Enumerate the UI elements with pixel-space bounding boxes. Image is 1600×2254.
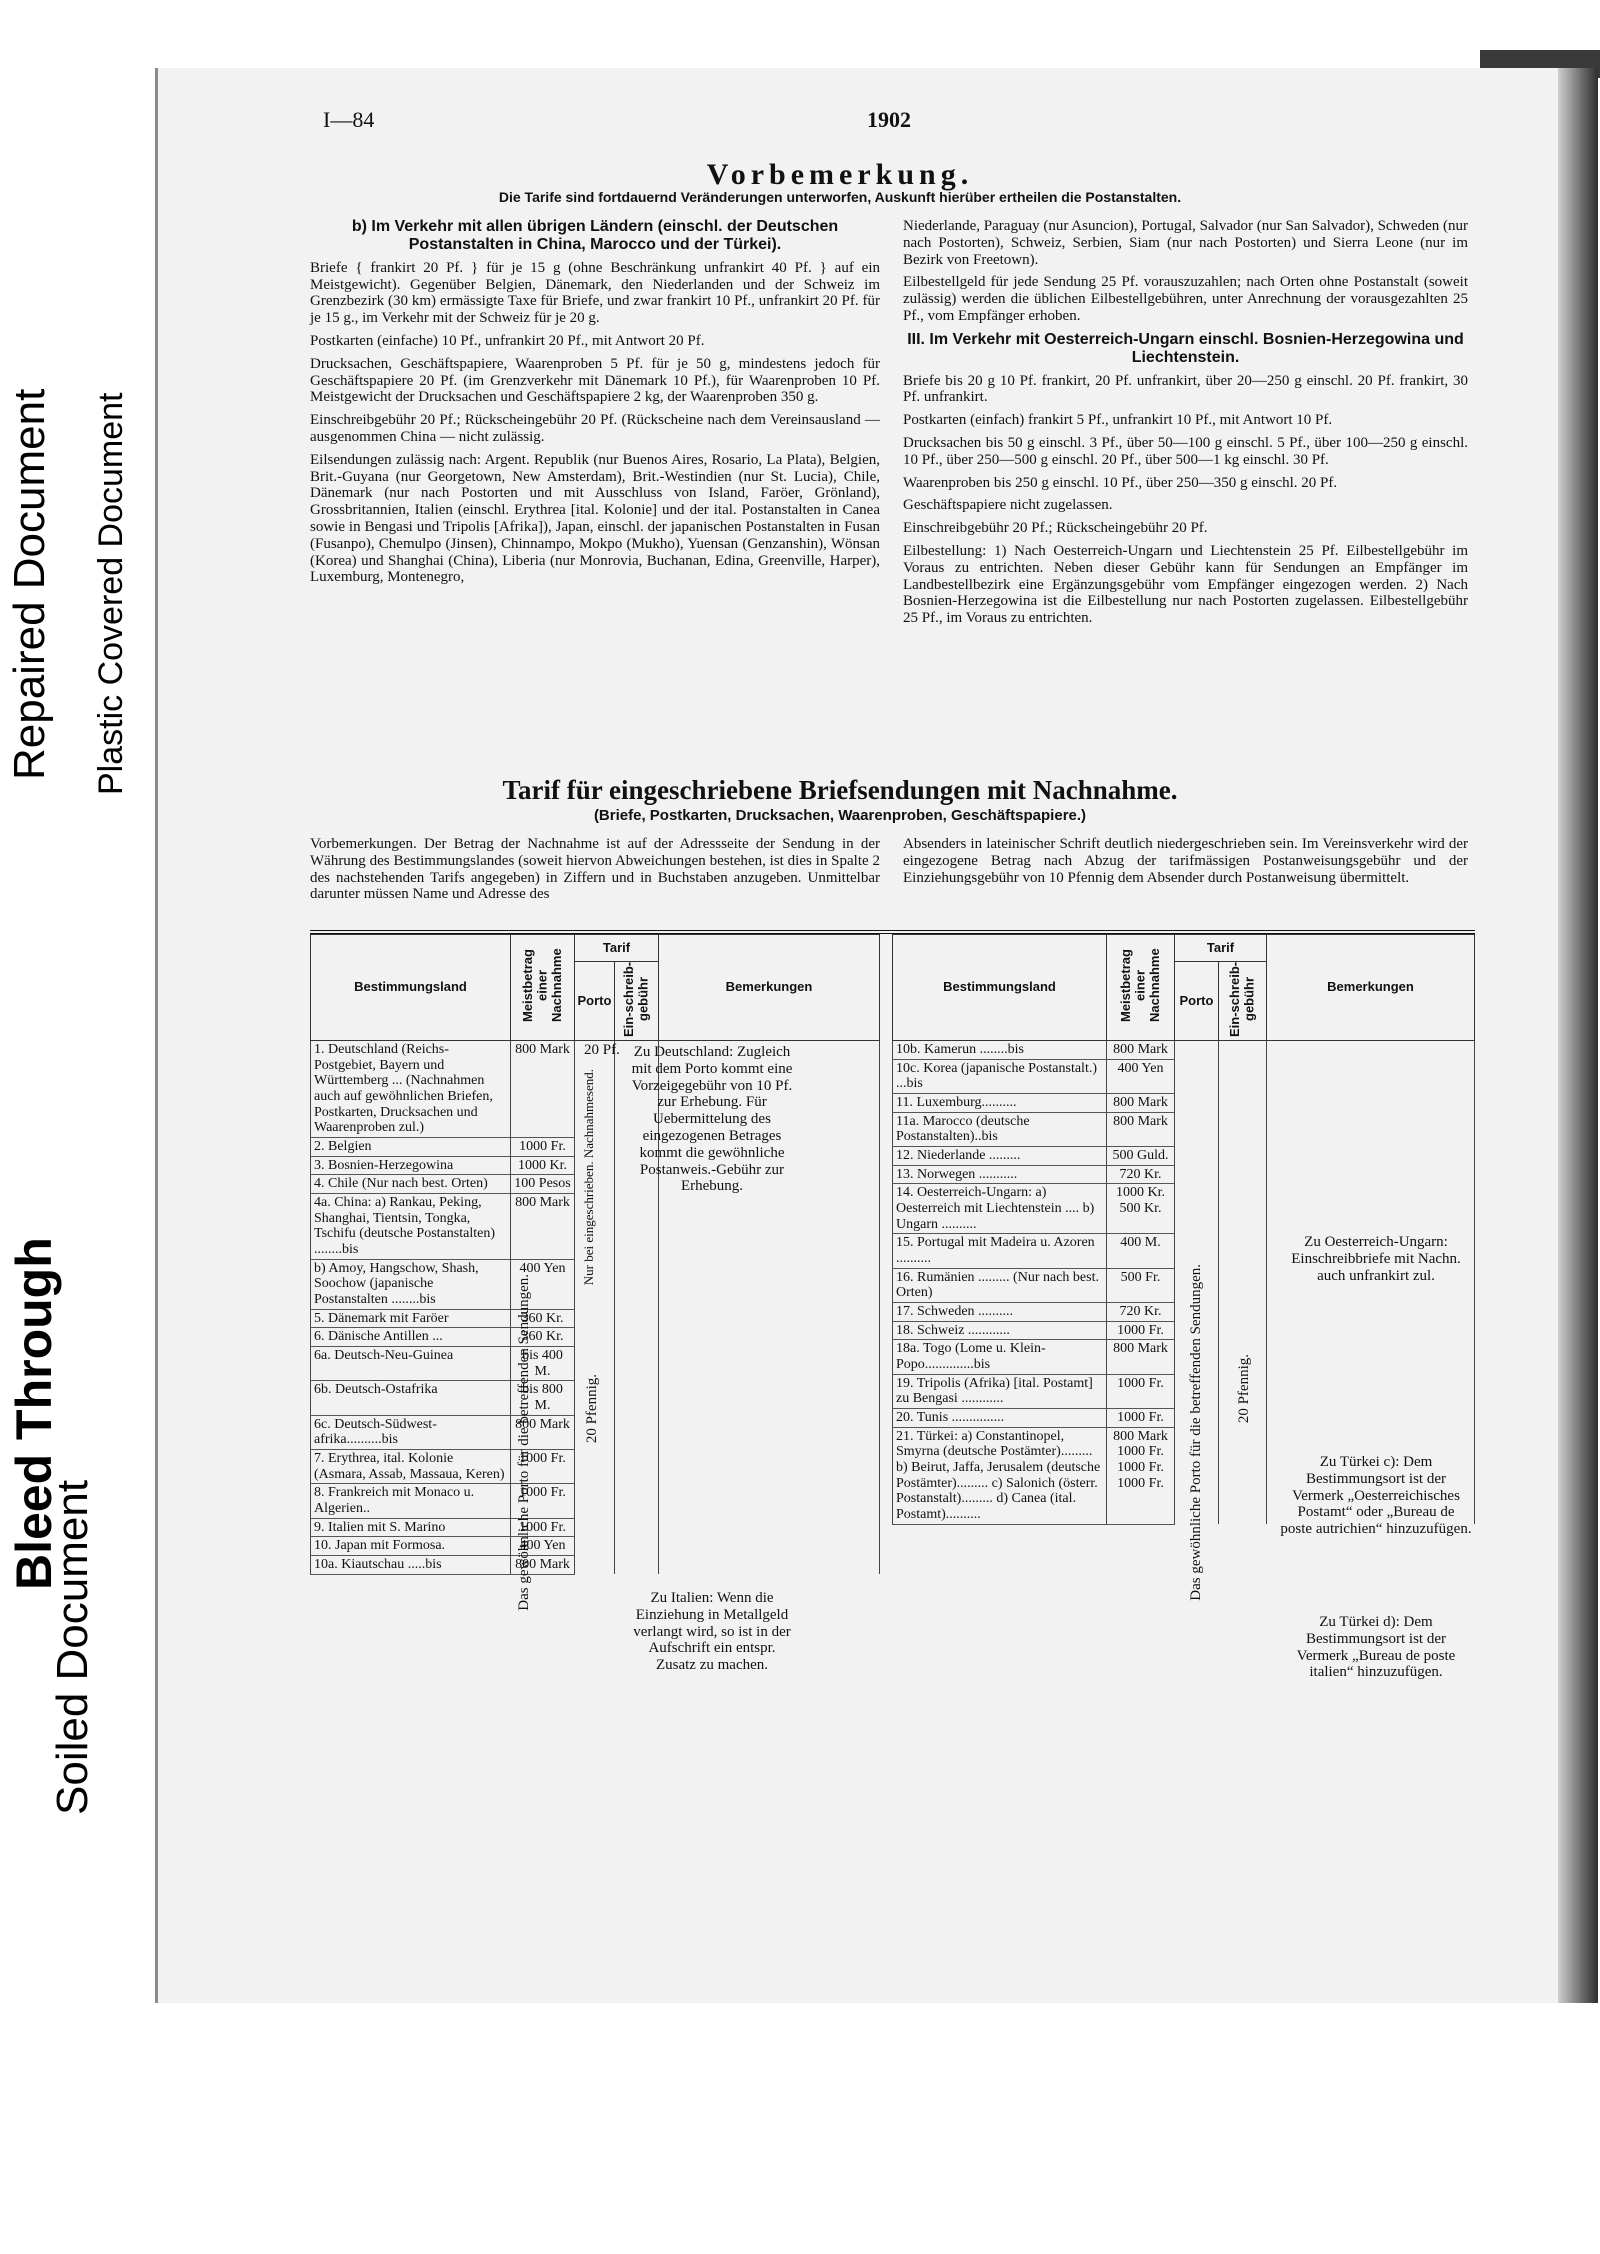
destination-cell: 4a. China: a) Rankau, Peking, Shanghai, Tientsin, Tongka, Tschifu (deutsche Postanstalten) ........bis — [311, 1194, 511, 1260]
oe-geschaeftspapiere-paragraph: Geschäftspapiere nicht zugelassen. — [903, 497, 1113, 514]
destination-cell: 6b. Deutsch-Ostafrika — [311, 1381, 511, 1415]
page-number: I—84 — [323, 107, 375, 132]
einschreib-paragraph: Einschreibgebühr 20 Pf.; Rückscheingebühr 20 Pf. (Rückscheine nach dem Vereinsausland — ausgenommen China — nicht zulässig. — [310, 412, 880, 445]
empty-cell — [575, 1556, 615, 1575]
table-row — [311, 1309, 880, 1328]
empty-cell — [659, 1484, 880, 1518]
header-bemerkungen: Bemerkungen — [659, 935, 880, 1041]
empty-cell — [1219, 1094, 1267, 1113]
max-amount-cell: 800 Mark 1000 Fr. 1000 Fr. 1000 Fr. — [1107, 1427, 1175, 1524]
table-row — [893, 1041, 1475, 1060]
header-bemerkungen-r: Bemerkungen — [1267, 935, 1475, 1041]
empty-cell — [659, 1450, 880, 1484]
empty-cell — [1219, 1165, 1267, 1184]
header-meistbetrag-r: Meistbetrag einer Nachnahme — [1107, 935, 1175, 1041]
empty-cell — [615, 1484, 659, 1518]
destination-cell: 2. Belgien — [311, 1138, 511, 1157]
max-amount-cell: 800 Mark — [511, 1415, 575, 1449]
empty-cell — [615, 1381, 659, 1415]
table-row — [893, 1059, 1475, 1093]
empty-cell — [1267, 1340, 1475, 1374]
empty-cell — [1219, 1427, 1267, 1524]
max-amount-cell: 400 Yen — [511, 1537, 575, 1556]
max-amount-cell: 1000 Fr. — [1107, 1374, 1175, 1408]
max-amount-cell: 100 Pesos — [511, 1175, 575, 1194]
max-amount-cell: 1000 Kr. — [511, 1156, 575, 1175]
empty-cell — [1267, 1059, 1475, 1093]
label-soiled-document: Soiled Document — [48, 1479, 97, 1815]
right-ein-vertical: 20 Pfennig. — [1236, 1354, 1252, 1424]
eilbestellgeld-paragraph: Eilbestellgeld für jede Sendung 25 Pf. vorauszuzahlen; nach Orten ohne Postanstalt (soweit zulässig) werden die üblichen Eilbestellgebühren, unter Anrechnung der vorausgezahlten 25 Pf., vom Empfänger erhoben. — [903, 274, 1468, 324]
max-amount-cell: 400 Yen — [511, 1259, 575, 1309]
destination-cell: 21. Türkei: a) Constantinopel, Smyrna (deutsche Postämter)......... b) Beirut, Jaffa, Jerusalem (deutsche Postämter)......... c) Salonich (österr. Postanstalt)......... d) Canea (ital. Postamt).......... — [893, 1427, 1107, 1524]
empty-cell — [1175, 1094, 1219, 1113]
tarif-table — [310, 930, 1475, 2254]
empty-cell — [575, 1328, 615, 1347]
eilsendungen-paragraph: Eilsendungen zulässig nach: Argent. Republik (nur Buenos Aires, Rosario, La Plata), Belgien, Brit.-Guyana (nur Georgetown, New Amsterdam), Brit.-Westindien (nur St. Lucia), Chile, Dänemark (nur nach Postorten und mit Ausschluss von Island, Faröer, Grönland), Grossbritannien, Italien (einschl. Erythrea [ital. Kolonie] und der ital. Postanstalten in Canea sowie in Bengasi und Tripolis [Afrika]), Japan, einschl. der japanischen Postanstalten in Fusan (Fusanpo), Chemulpo (Jinsen), Chinnampo, Mokpo (Mukho), Yuensan (Genzanshin), Wönsan (Korea) und Shanghai (China), Liberia (nur Monrovia, Buchanan, Edina, Greenville, Harper), Luxemburg, Montenegro, — [310, 451, 880, 586]
max-amount-cell: 800 Mark — [1107, 1112, 1175, 1146]
empty-cell — [575, 1450, 615, 1484]
max-amount-cell: 800 Mark — [511, 1556, 575, 1575]
empty-cell — [659, 1537, 880, 1556]
tarif-table-right-grid — [892, 934, 1475, 1525]
table-row — [311, 1484, 880, 1518]
destination-cell: 11a. Marocco (deutsche Postanstalten)..bis — [893, 1112, 1107, 1146]
empty-cell — [615, 1415, 659, 1449]
header-bestimmungsland: Bestimmungsland — [311, 935, 511, 1041]
header-tarif: Tarif — [575, 935, 659, 962]
right-remark-tuerkei-d: Zu Türkei d): Dem Bestimmungsort ist der Vermerk „Bureau de poste italien“ hinzuzufügen. — [1296, 1614, 1456, 1681]
empty-cell — [1175, 1147, 1219, 1166]
empty-cell — [659, 1309, 880, 1328]
table-row — [893, 1094, 1475, 1113]
tarif-note-left: Vorbemerkungen. Der Betrag der Nachnahme ist auf der Adressseite der Sendung in der Währung des Bestimmungslandes (soweit hiervon Abweichungen bestehen, ist dies in Spalte 2 des nachstehenden Tarifs angegeben) in Ziffern und in Buchstaben anzugeben. Unmittelbar darunter müssen Name und Adresse des — [310, 836, 880, 903]
right-porto-vertical: Das gewöhnliche Porto für die betreffenden Sendungen. — [1188, 1264, 1204, 1601]
empty-cell — [659, 1347, 880, 1381]
destination-cell: 3. Bosnien-Herzegowina — [311, 1156, 511, 1175]
empty-cell — [615, 1194, 659, 1260]
destination-cell: 17. Schweden .......... — [893, 1303, 1107, 1322]
max-amount-cell: 1000 Fr. — [511, 1450, 575, 1484]
empty-cell — [1267, 1409, 1475, 1428]
side-labels — [0, 300, 170, 1820]
empty-cell — [1267, 1303, 1475, 1322]
left-remark-italien: Zu Italien: Wenn die Einziehung in Metallgeld verlangt wird, so ist in der Aufschrift ein entspr. Zusatz zu machen. — [633, 1590, 791, 1674]
table-row — [893, 1165, 1475, 1184]
empty-cell — [659, 1518, 880, 1537]
empty-cell — [1267, 1147, 1475, 1166]
header-porto: Porto — [575, 962, 615, 1041]
max-amount-cell: 720 Kr. — [1107, 1303, 1175, 1322]
max-amount-cell: 800 Mark — [511, 1194, 575, 1260]
header-einschreibgebuehr-r: Ein-schreib-gebühr — [1219, 962, 1267, 1041]
table-row — [893, 1409, 1475, 1428]
max-amount-cell: 1000 Kr. 500 Kr. — [1107, 1184, 1175, 1234]
table-row — [311, 1518, 880, 1537]
eil-continued-paragraph: Niederlande, Paraguay (nur Asuncion), Portugal, Salvador (nur San Salvador), Schweden (nur nach Postorten), Schweiz, Serbien, Siam (nur nach Postorten) und Sierra Leone (nur im Bezirk von Freetown). — [903, 218, 1468, 268]
header-porto-r: Porto — [1175, 962, 1219, 1041]
destination-cell: 15. Portugal mit Madeira u. Azoren .......... — [893, 1234, 1107, 1268]
empty-cell — [1175, 1184, 1219, 1234]
tarif-table-left — [310, 934, 880, 2244]
empty-cell — [1219, 1059, 1267, 1093]
empty-cell — [1267, 1165, 1475, 1184]
empty-cell — [1219, 1184, 1267, 1234]
empty-cell — [659, 1194, 880, 1260]
empty-cell — [1219, 1268, 1267, 1302]
max-amount-cell: 1000 Fr. — [1107, 1321, 1175, 1340]
empty-cell — [659, 1328, 880, 1347]
oe-waarenproben-paragraph: Waarenproben bis 250 g einschl. 10 Pf., über 250—350 g einschl. 20 Pf. — [903, 474, 1338, 491]
empty-cell — [615, 1556, 659, 1575]
empty-cell — [575, 1518, 615, 1537]
max-amount-cell: 360 Kr. — [511, 1309, 575, 1328]
briefe-paragraph: Briefe { frankirt 20 Pf. } für je 15 g (ohne Beschränkung unfrankirt 40 Pf. } auf ein Meistgewicht). Gegenüber Belgien, Dänemark, den Niederlanden und der Schweiz im Grenzbezirk (30 km) ermässigte Taxe für Briefe, und zwar frankirt 10 Pf., unfrankirt 20 Pf. für je 15 g., im Verkehr mit der Schweiz für je 20 g. — [310, 259, 880, 327]
max-amount-cell: 500 Guld. — [1107, 1147, 1175, 1166]
max-amount-cell: 400 M. — [1107, 1234, 1175, 1268]
empty-cell — [1219, 1321, 1267, 1340]
table-row — [311, 1537, 880, 1556]
destination-cell: 19. Tripolis (Afrika) [ital. Postamt] zu Bengasi ............ — [893, 1374, 1107, 1408]
max-amount-cell: 800 Mark — [511, 1041, 575, 1138]
left-remark-deutschland: Zu Deutschland: Zugleich mit dem Porto kommt eine Vorzeigegebühr von 10 Pf. zur Erhebung. Für Uebermittelung des eingezogenen Betrages kommt die gewöhnliche Postanweis.-Gebühr zur Erhebung. — [631, 1044, 793, 1195]
max-amount-cell: 1000 Fr. — [1107, 1409, 1175, 1428]
left-ein-top: 20 Pf. — [584, 1042, 620, 1058]
left-column — [310, 218, 880, 592]
max-amount-cell: 1000 Fr. — [511, 1518, 575, 1537]
destination-cell: 18. Schweiz ............ — [893, 1321, 1107, 1340]
table-row — [311, 1556, 880, 1575]
max-amount-cell: bis 800 M. — [511, 1381, 575, 1415]
right-column — [903, 218, 1468, 633]
header-tarif-r: Tarif — [1175, 935, 1267, 962]
max-amount-cell: 1000 Fr. — [511, 1138, 575, 1157]
empty-cell — [659, 1381, 880, 1415]
destination-cell: 6a. Deutsch-Neu-Guinea — [311, 1347, 511, 1381]
postkarten-paragraph: Postkarten (einfache) 10 Pf., unfrankirt 20 Pf., mit Antwort 20 Pf. — [310, 333, 705, 349]
header-bestimmungsland-r: Bestimmungsland — [893, 935, 1107, 1041]
empty-cell — [1175, 1112, 1219, 1146]
left-ein-vertical-2: 20 Pfennig. — [584, 1374, 600, 1444]
empty-cell — [615, 1450, 659, 1484]
right-remark-oesterreich: Zu Oesterreich-Ungarn: Einschreibbriefe mit Nachn. auch unfrankirt zul. — [1291, 1234, 1461, 1284]
empty-cell — [1219, 1234, 1267, 1268]
destination-cell: 16. Rumänien ......... (Nur nach best. Orten) — [893, 1268, 1107, 1302]
header-meistbetrag: Meistbetrag einer Nachnahme — [511, 935, 575, 1041]
table-row — [893, 1303, 1475, 1322]
destination-cell: 4. Chile (Nur nach best. Orten) — [311, 1175, 511, 1194]
destination-cell: 6. Dänische Antillen ... — [311, 1328, 511, 1347]
max-amount-cell: 400 Yen — [1107, 1059, 1175, 1093]
max-amount-cell: 800 Mark — [1107, 1041, 1175, 1060]
oe-einschreib-paragraph: Einschreibgebühr 20 Pf.; Rückscheingebühr 20 Pf. — [903, 520, 1208, 537]
year: 1902 — [867, 107, 911, 132]
destination-cell: 14. Oesterreich-Ungarn: a) Oesterreich mit Liechtenstein .... b) Ungarn .......... — [893, 1184, 1107, 1234]
empty-cell — [659, 1415, 880, 1449]
empty-cell — [615, 1309, 659, 1328]
empty-cell — [1267, 1184, 1475, 1234]
table-row — [893, 1321, 1475, 1340]
section-b-heading: b) Im Verkehr mit allen übrigen Ländern (einschl. der Deutschen Postanstalten in China, Marocco und der Türkei). — [351, 218, 839, 253]
label-bleed-through: Bleed Through — [6, 1237, 62, 1590]
empty-cell — [659, 1259, 880, 1309]
section-iii-heading: III. Im Verkehr mit Oesterreich-Ungarn einschl. Bosnien-Herzegowina und Liechtenstein. — [907, 330, 1464, 366]
table-row — [893, 1184, 1475, 1234]
table-row — [893, 1340, 1475, 1374]
max-amount-cell: 1000 Fr. — [511, 1484, 575, 1518]
max-amount-cell: 800 Mark — [1107, 1340, 1175, 1374]
tarif-subtitle: (Briefe, Postkarten, Drucksachen, Waarenproben, Geschäftspapiere.) — [593, 807, 1087, 824]
oe-briefe-paragraph: Briefe bis 20 g 10 Pf. frankirt, 20 Pf. unfrankirt, über 20—250 g einschl. 20 Pf. frankirt, 30 Pf. unfrankirt. — [903, 372, 1468, 406]
destination-cell: 11. Luxemburg.......... — [893, 1094, 1107, 1113]
destination-cell: 18a. Togo (Lome u. Klein-Popo..............bis — [893, 1340, 1107, 1374]
max-amount-cell: 360 Kr. — [511, 1328, 575, 1347]
label-plastic-covered-document: Plastic Covered Document — [92, 392, 130, 795]
right-remark-tuerkei-c: Zu Türkei c): Dem Bestimmungsort ist der Vermerk „Oesterreichisches Postamt“ oder „Bureau de poste autrichien“ hinzuzufügen. — [1280, 1454, 1472, 1538]
empty-cell — [615, 1518, 659, 1537]
destination-cell: 13. Norwegen ........... — [893, 1165, 1107, 1184]
empty-cell — [1219, 1303, 1267, 1322]
empty-cell — [659, 1556, 880, 1575]
destination-cell: 10c. Korea (japanische Postanstalt.) ...bis — [893, 1059, 1107, 1093]
page-title: Vorbemerkung. — [706, 158, 974, 191]
empty-cell — [615, 1259, 659, 1309]
empty-cell — [1175, 1041, 1219, 1060]
destination-cell: 10b. Kamerun ........bis — [893, 1041, 1107, 1060]
page-content — [175, 90, 1505, 1990]
max-amount-cell: 720 Kr. — [1107, 1165, 1175, 1184]
header-einschreibgebuehr: Ein-schreib-gebühr — [615, 962, 659, 1041]
table-row — [311, 1328, 880, 1347]
left-porto-vertical: Das gewöhnliche Porto für die betreffenden Sendungen. — [516, 1274, 532, 1611]
page-subtitle: Die Tarife sind fortdauernd Veränderungen unterworfen, Auskunft hierüber ertheilen die Postanstalten. — [498, 189, 1182, 205]
destination-cell: 12. Niederlande ......... — [893, 1147, 1107, 1166]
destination-cell: 5. Dänemark mit Faröer — [311, 1309, 511, 1328]
max-amount-cell: 800 Mark — [1107, 1094, 1175, 1113]
destination-cell: 7. Erythrea, ital. Kolonie (Asmara, Assab, Massaua, Keren) — [311, 1450, 511, 1484]
empty-cell — [1219, 1041, 1267, 1060]
table-row — [893, 1147, 1475, 1166]
empty-cell — [1267, 1112, 1475, 1146]
destination-cell: 10a. Kiautschau .....bis — [311, 1556, 511, 1575]
max-amount-cell: bis 400 M. — [511, 1347, 575, 1381]
empty-cell — [615, 1328, 659, 1347]
table-row — [893, 1374, 1475, 1408]
label-repaired-document: Repaired Document — [5, 388, 54, 780]
oe-postkarten-paragraph: Postkarten (einfach) frankirt 5 Pf., unfrankirt 10 Pf., mit Antwort 10 Pf. — [903, 412, 1333, 429]
empty-cell — [1267, 1374, 1475, 1408]
table-row — [311, 1450, 880, 1484]
destination-cell: 6c. Deutsch-Südwest-afrika..........bis — [311, 1415, 511, 1449]
empty-cell — [1267, 1094, 1475, 1113]
empty-cell — [1175, 1059, 1219, 1093]
tarif-note-right: Absenders in lateinischer Schrift deutlich niedergeschrieben sein. Im Vereinsverkehr wird der eingezogene Betrag nach Abzug der tarifmässigen Postanweisungsgebühr und der Einziehungsgebühr von 10 Pfennig dem Absender durch Postanweisung übermittelt. — [903, 836, 1468, 886]
left-ein-vertical-1: Nur bei eingeschrieben. Nachnahmesend. — [581, 1069, 596, 1286]
empty-cell — [575, 1537, 615, 1556]
destination-cell: b) Amoy, Hangschow, Shash, Soochow (japanische Postanstalten ........bis — [311, 1259, 511, 1309]
empty-cell — [1267, 1041, 1475, 1060]
destination-cell: 8. Frankreich mit Monaco u. Algerien.. — [311, 1484, 511, 1518]
destination-cell: 20. Tunis ............... — [893, 1409, 1107, 1428]
empty-cell — [1267, 1321, 1475, 1340]
table-row — [893, 1112, 1475, 1146]
empty-cell — [1219, 1112, 1267, 1146]
empty-cell — [1219, 1147, 1267, 1166]
empty-cell — [575, 1484, 615, 1518]
empty-cell — [1175, 1165, 1219, 1184]
oe-eilbestellung-paragraph: Eilbestellung: 1) Nach Oesterreich-Ungarn und Liechtenstein 25 Pf. Eilbestellgebühr im Voraus zu entrichten. Neben dieser Gebühr kann für Sendungen an Empfänger im Landbestellbezirk eine Ergänzungsgebühr vom Empfänger eingezogen werden. 2) Nach Bosnien-Herzegowina ist die Eilbestellung nur nach Postorten zugelassen. Eilbestellgebühr 25 Pf., im Voraus zu entrichten. — [903, 542, 1468, 627]
max-amount-cell: 500 Fr. — [1107, 1268, 1175, 1302]
destination-cell: 1. Deutschland (Reichs-Postgebiet, Bayern und Württemberg ... (Nachnahmen auch auf gewöhnlichen Briefen, Postkarten, Drucksachen und Waarenproben zul.) — [311, 1041, 511, 1138]
tarif-table-right — [892, 934, 1475, 2244]
scan-binding-shadow — [1558, 68, 1598, 2003]
destination-cell: 10. Japan mit Formosa. — [311, 1537, 511, 1556]
empty-cell — [615, 1537, 659, 1556]
empty-cell — [615, 1347, 659, 1381]
empty-cell — [575, 1309, 615, 1328]
destination-cell: 9. Italien mit S. Marino — [311, 1518, 511, 1537]
oe-drucksachen-paragraph: Drucksachen bis 50 g einschl. 3 Pf., über 50—100 g einschl. 5 Pf., über 100—250 g einschl. 10 Pf., über 250—500 g einschl. 20 Pf., über 500—1 kg einschl. 30 Pf. — [903, 434, 1468, 468]
tarif-title: Tarif für eingeschriebene Briefsendungen mit Nachnahme. — [502, 775, 1178, 805]
drucksachen-paragraph: Drucksachen, Geschäftspapiere, Waarenproben 5 Pf. für je 50 g, mindestens jedoch für Geschäftspapiere 20 Pf. (im Grenzverkehr mit Dänemark 10 Pf.), für Waarenproben 10 Pf. Meistgewicht der Drucksachen und Geschäftspapiere 2 kg, der Waarenproben 350 g. — [310, 355, 880, 406]
